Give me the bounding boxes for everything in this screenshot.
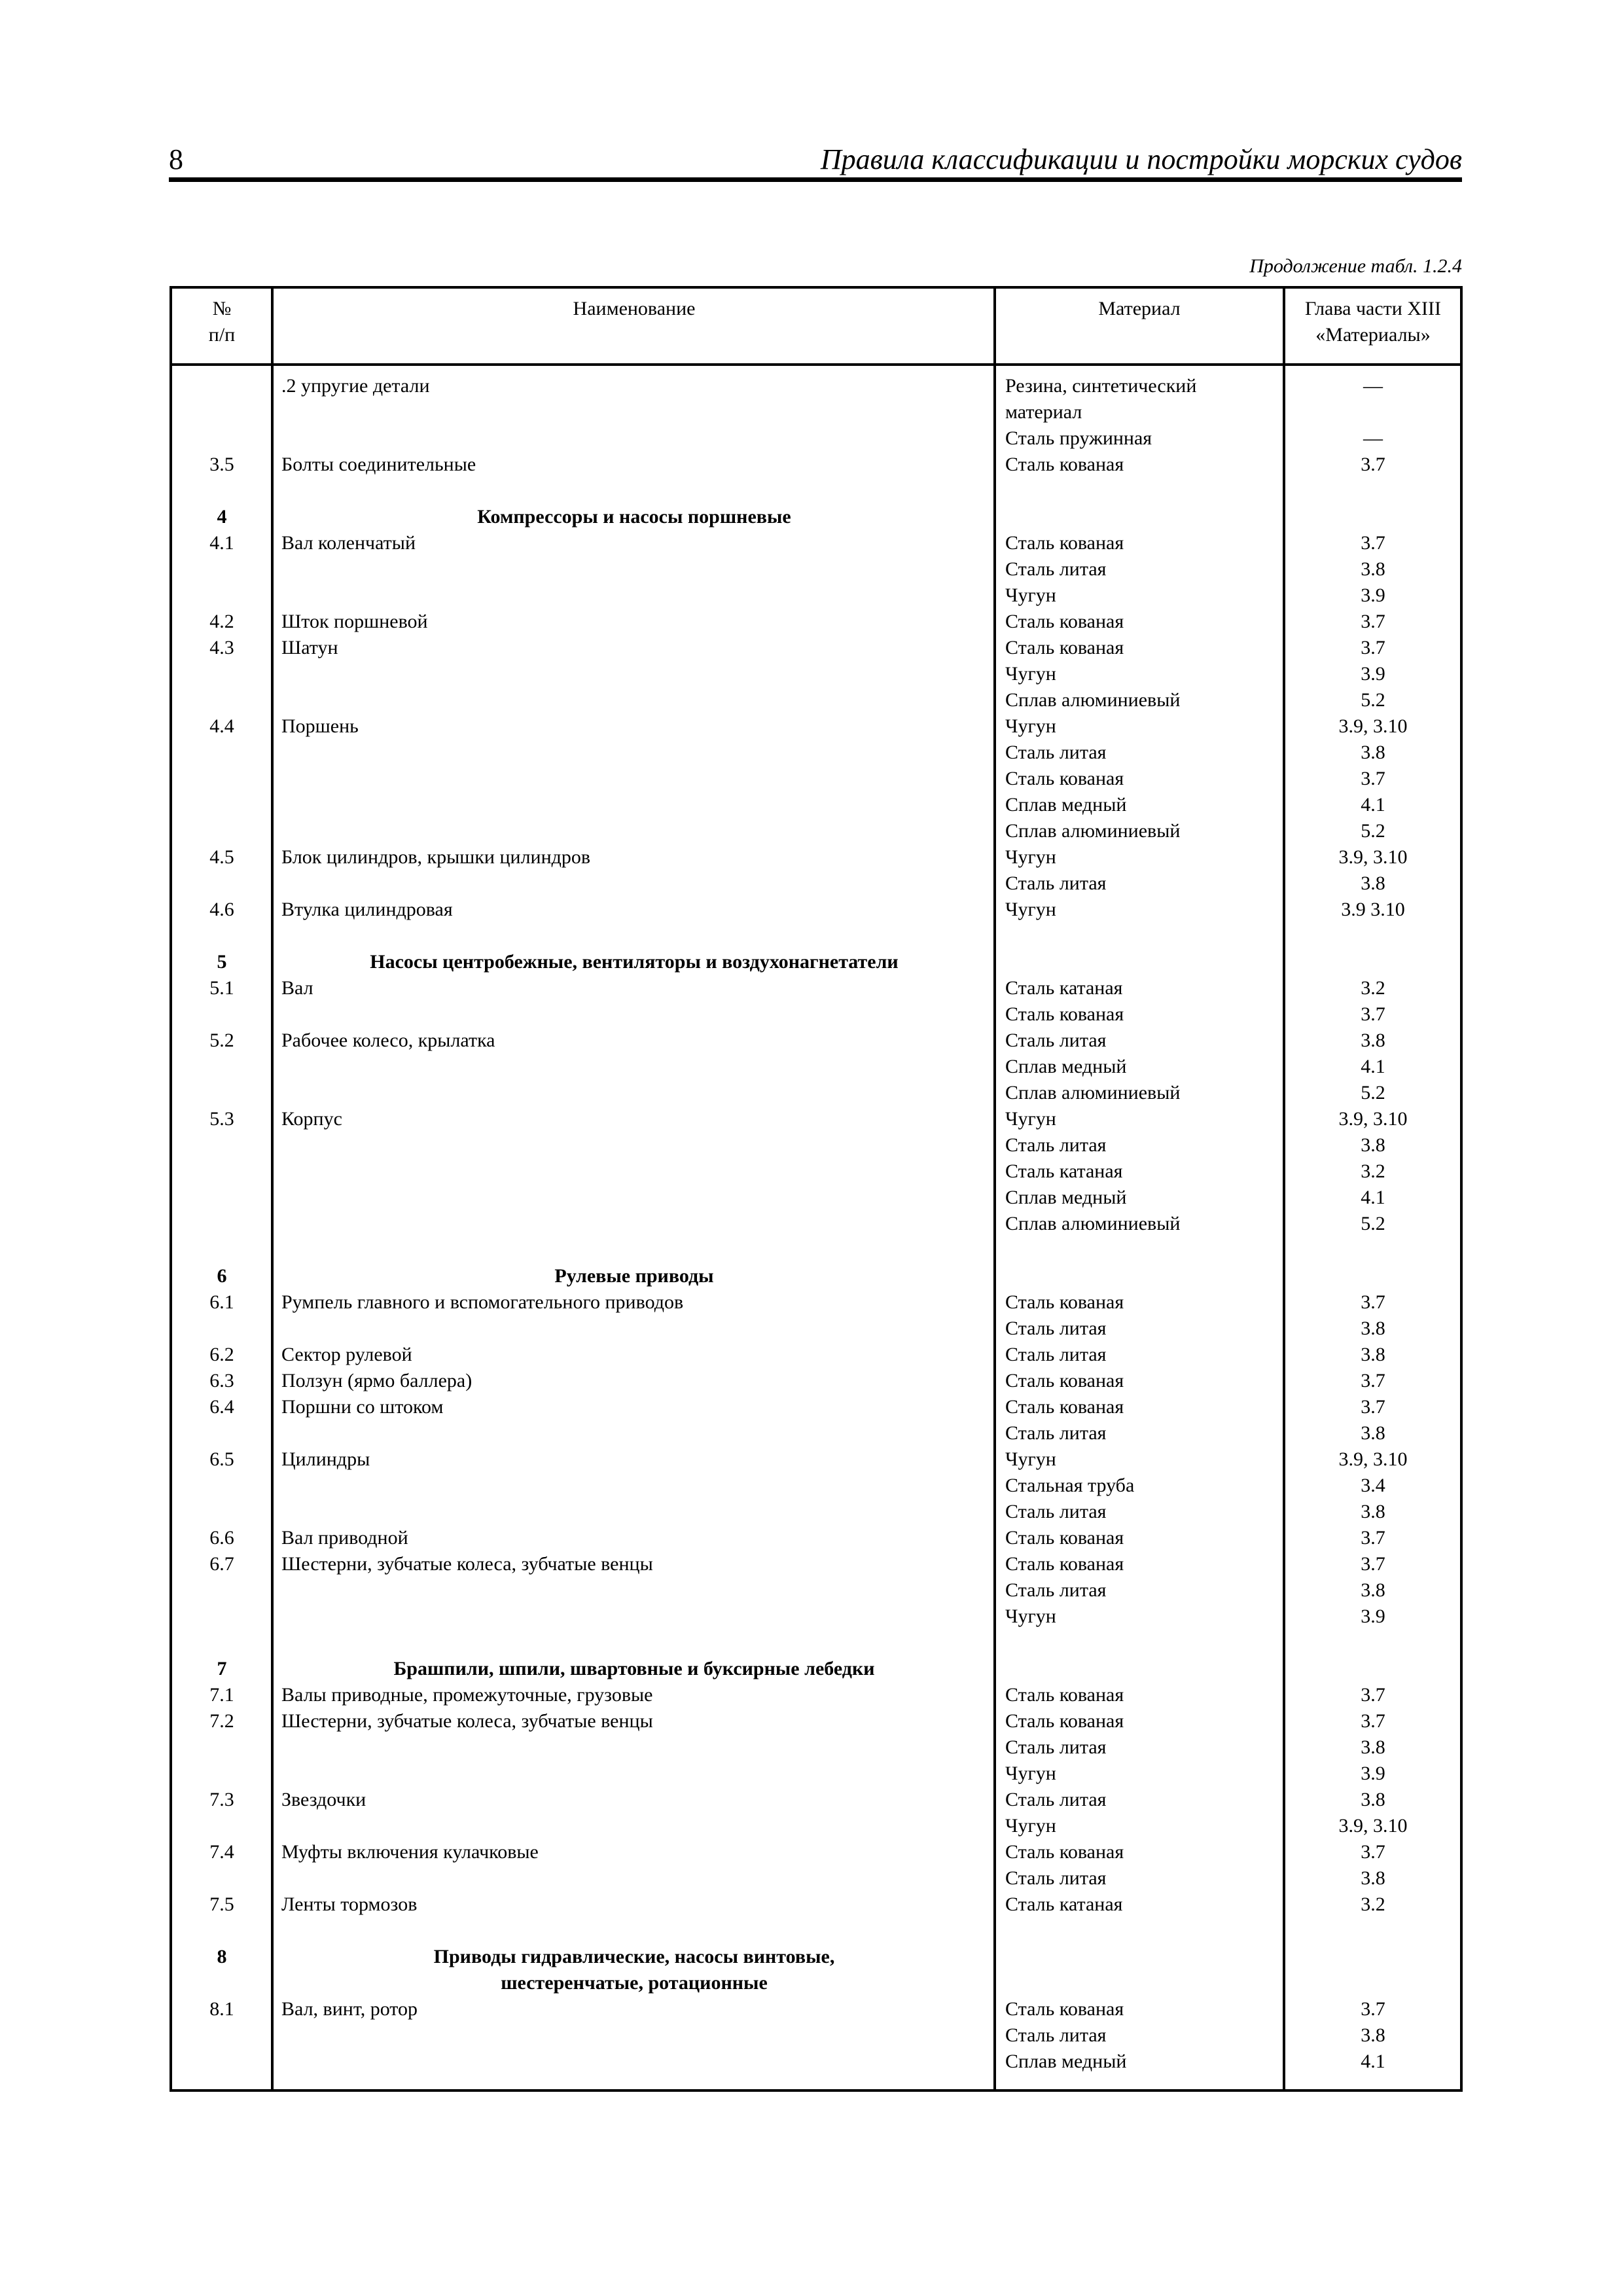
row-number: 7.1 bbox=[209, 1684, 234, 1706]
material: Сплав алюминиевый bbox=[1005, 1082, 1181, 1103]
chapter-ref: 3.9, 3.10 bbox=[1338, 715, 1408, 737]
row-number: 6.6 bbox=[209, 1527, 234, 1549]
chapter-ref: 3.8 bbox=[1361, 1789, 1385, 1810]
section-title: Приводы гидравлические, насосы винтовые, bbox=[433, 1946, 835, 1967]
table-row bbox=[0, 399, 1623, 425]
table-row bbox=[0, 373, 1623, 399]
chapter-ref: 3.9 bbox=[1361, 663, 1385, 685]
material: Сталь литая bbox=[1005, 1030, 1107, 1051]
table-row bbox=[0, 1185, 1623, 1211]
column-header-num-text: № п/п bbox=[208, 298, 236, 346]
row-number: 4.1 bbox=[209, 532, 234, 554]
table-row bbox=[0, 844, 1623, 870]
table-row bbox=[0, 1158, 1623, 1185]
chapter-ref: 3.7 bbox=[1361, 611, 1385, 632]
table-row bbox=[0, 530, 1623, 556]
row-number: 6.2 bbox=[209, 1344, 234, 1365]
column-header-name-text: Наименование bbox=[573, 298, 696, 319]
item-name: Корпус bbox=[281, 1108, 342, 1130]
table-row bbox=[0, 1106, 1623, 1132]
running-title: Правила классификации и постройки морских судов bbox=[820, 143, 1462, 175]
item-name: Валы приводные, промежуточные, грузовые bbox=[281, 1684, 653, 1706]
table-row bbox=[0, 740, 1623, 766]
material: Резина, синтетический bbox=[1005, 375, 1197, 397]
chapter-ref: 3.7 bbox=[1361, 1003, 1385, 1025]
table-row bbox=[0, 1865, 1623, 1892]
table-row bbox=[0, 661, 1623, 687]
material: Сталь кованая bbox=[1005, 1684, 1124, 1706]
chapter-ref: 4.1 bbox=[1361, 794, 1385, 816]
chapter-ref: 3.7 bbox=[1361, 1841, 1385, 1863]
material: Сплав медный bbox=[1005, 1187, 1127, 1208]
chapter-ref: 3.8 bbox=[1361, 1867, 1385, 1889]
material: Сплав медный bbox=[1005, 2051, 1127, 2072]
chapter-ref: — bbox=[1363, 427, 1383, 449]
column-header-chapter-text: Глава части XIII «Материалы» bbox=[1305, 298, 1441, 346]
table-row bbox=[0, 1996, 1623, 2022]
material: Сталь литая bbox=[1005, 742, 1107, 763]
material: Чугун bbox=[1005, 1108, 1056, 1130]
row-number: 4.4 bbox=[209, 715, 234, 737]
material: Чугун bbox=[1005, 1815, 1056, 1837]
table-row bbox=[0, 975, 1623, 1001]
chapter-ref: 3.9 bbox=[1361, 584, 1385, 606]
item-name: .2 упругие детали bbox=[281, 375, 430, 397]
chapter-ref: 3.9, 3.10 bbox=[1338, 1448, 1408, 1470]
material: Сталь литая bbox=[1005, 1344, 1107, 1365]
section-title: Насосы центробежные, вентиляторы и воздухонагнетатели bbox=[370, 951, 899, 973]
material: Сталь литая bbox=[1005, 1789, 1107, 1810]
item-name: Звездочки bbox=[281, 1789, 366, 1810]
material: Сталь кованая bbox=[1005, 637, 1124, 658]
chapter-ref: 5.2 bbox=[1361, 1082, 1385, 1103]
chapter-ref: 3.7 bbox=[1361, 1527, 1385, 1549]
item-name: Шток поршневой bbox=[281, 611, 428, 632]
row-number: 7.5 bbox=[209, 1893, 234, 1915]
material: Сталь литая bbox=[1005, 872, 1107, 894]
table-row bbox=[0, 1028, 1623, 1054]
row-number: 6.7 bbox=[209, 1553, 234, 1575]
item-name: Цилиндры bbox=[281, 1448, 370, 1470]
table-row bbox=[0, 2022, 1623, 2049]
table-row bbox=[0, 687, 1623, 713]
chapter-ref: 3.7 bbox=[1361, 768, 1385, 789]
chapter-ref: 3.2 bbox=[1361, 977, 1385, 999]
row-number: 7.3 bbox=[209, 1789, 234, 1810]
material: Стальная труба bbox=[1005, 1475, 1135, 1496]
material: Чугун bbox=[1005, 1448, 1056, 1470]
material: Сталь кованая bbox=[1005, 1998, 1124, 2020]
table-row bbox=[0, 1368, 1623, 1394]
section-title: Рулевые приводы bbox=[554, 1265, 714, 1287]
row-number: 4.6 bbox=[209, 899, 234, 920]
chapter-ref: 3.7 bbox=[1361, 1291, 1385, 1313]
section-row bbox=[0, 1656, 1623, 1682]
material: Сталь кованая bbox=[1005, 1841, 1124, 1863]
chapter-ref: 3.7 bbox=[1361, 1710, 1385, 1732]
table-row bbox=[0, 1001, 1623, 1028]
material: Сталь катаная bbox=[1005, 977, 1123, 999]
chapter-ref: 3.8 bbox=[1361, 872, 1385, 894]
chapter-ref: 3.8 bbox=[1361, 1134, 1385, 1156]
material: Сплав медный bbox=[1005, 794, 1127, 816]
table-row bbox=[0, 713, 1623, 740]
material: Сталь кованая bbox=[1005, 1527, 1124, 1549]
item-name: Вал, винт, ротор bbox=[281, 1998, 418, 2020]
item-name: Поршни со штоком bbox=[281, 1396, 444, 1418]
column-header-num bbox=[172, 296, 272, 348]
table-row bbox=[0, 818, 1623, 844]
table-row bbox=[0, 1342, 1623, 1368]
column-header-chapter bbox=[1285, 296, 1461, 348]
chapter-ref: 3.8 bbox=[1361, 1030, 1385, 1051]
item-name: Шатун bbox=[281, 637, 338, 658]
row-number: 5.2 bbox=[209, 1030, 234, 1051]
row-number: 5 bbox=[217, 951, 227, 973]
table-row bbox=[0, 1211, 1623, 1237]
material: Чугун bbox=[1005, 846, 1056, 868]
material: Сталь пружинная bbox=[1005, 427, 1152, 449]
chapter-ref: 3.8 bbox=[1361, 1736, 1385, 1758]
item-name: Поршень bbox=[281, 715, 359, 737]
item-name: Ползун (ярмо баллера) bbox=[281, 1370, 473, 1391]
row-number: 4.2 bbox=[209, 611, 234, 632]
chapter-ref: 3.7 bbox=[1361, 1684, 1385, 1706]
row-number: 3.5 bbox=[209, 454, 234, 475]
material: Сталь катаная bbox=[1005, 1160, 1123, 1182]
section-row bbox=[0, 1944, 1623, 1970]
row-number: 6.3 bbox=[209, 1370, 234, 1391]
table-row bbox=[0, 1289, 1623, 1316]
material: Сплав алюминиевый bbox=[1005, 689, 1181, 711]
table-row bbox=[0, 897, 1623, 923]
table-row bbox=[0, 1918, 1623, 1944]
material: Сталь литая bbox=[1005, 558, 1107, 580]
material: Сталь кованая bbox=[1005, 454, 1124, 475]
table-row bbox=[0, 1525, 1623, 1551]
table-row bbox=[0, 792, 1623, 818]
header-divider bbox=[169, 363, 1463, 366]
material: материал bbox=[1005, 401, 1082, 423]
chapter-ref: 3.7 bbox=[1361, 1396, 1385, 1418]
chapter-ref: 3.2 bbox=[1361, 1893, 1385, 1915]
table-row bbox=[0, 1630, 1623, 1656]
table-row bbox=[0, 1054, 1623, 1080]
column-header-name bbox=[274, 296, 994, 322]
material: Чугун bbox=[1005, 715, 1056, 737]
chapter-ref: 3.8 bbox=[1361, 1501, 1385, 1522]
table-row bbox=[0, 1577, 1623, 1604]
material: Сталь кованая bbox=[1005, 1291, 1124, 1313]
material: Сталь кованая bbox=[1005, 1553, 1124, 1575]
chapter-ref: 4.1 bbox=[1361, 1187, 1385, 1208]
chapter-ref: 5.2 bbox=[1361, 689, 1385, 711]
material: Сталь литая bbox=[1005, 2024, 1107, 2046]
table-row bbox=[0, 1499, 1623, 1525]
chapter-ref: 5.2 bbox=[1361, 1213, 1385, 1234]
row-number: 4.5 bbox=[209, 846, 234, 868]
chapter-ref: 3.8 bbox=[1361, 1344, 1385, 1365]
table-row bbox=[0, 635, 1623, 661]
table-row bbox=[0, 870, 1623, 897]
section-row bbox=[0, 1263, 1623, 1289]
table-row bbox=[0, 583, 1623, 609]
chapter-ref: 3.8 bbox=[1361, 558, 1385, 580]
row-number: 6.4 bbox=[209, 1396, 234, 1418]
table-row bbox=[0, 1839, 1623, 1865]
chapter-ref: 3.7 bbox=[1361, 1998, 1385, 2020]
chapter-ref: 3.2 bbox=[1361, 1160, 1385, 1182]
chapter-ref: 3.9, 3.10 bbox=[1338, 1815, 1408, 1837]
table-row bbox=[0, 1446, 1623, 1473]
page-number: 8 bbox=[169, 143, 183, 175]
table-row bbox=[0, 1813, 1623, 1839]
item-name: Шестерни, зубчатые колеса, зубчатые венцы bbox=[281, 1553, 653, 1575]
table-row bbox=[0, 1394, 1623, 1420]
chapter-ref: 3.7 bbox=[1361, 1553, 1385, 1575]
chapter-ref: — bbox=[1363, 375, 1383, 397]
material: Сплав алюминиевый bbox=[1005, 820, 1181, 842]
table-row bbox=[0, 1734, 1623, 1761]
chapter-ref: 3.8 bbox=[1361, 1318, 1385, 1339]
table-row bbox=[0, 452, 1623, 478]
column-header-material-text: Материал bbox=[1098, 298, 1181, 319]
material: Сталь катаная bbox=[1005, 1893, 1123, 1915]
table-row bbox=[0, 478, 1623, 504]
row-number: 7.2 bbox=[209, 1710, 234, 1732]
material: Сталь литая bbox=[1005, 1501, 1107, 1522]
table-row bbox=[0, 1708, 1623, 1734]
material: Сталь кованая bbox=[1005, 611, 1124, 632]
chapter-ref: 3.9, 3.10 bbox=[1338, 1108, 1408, 1130]
table-row bbox=[0, 1787, 1623, 1813]
material: Сталь литая bbox=[1005, 1318, 1107, 1339]
item-name: Вал коленчатый bbox=[281, 532, 416, 554]
page-header bbox=[169, 143, 1462, 181]
item-name: Рабочее колесо, крылатка bbox=[281, 1030, 495, 1051]
chapter-ref: 5.2 bbox=[1361, 820, 1385, 842]
row-number: 4 bbox=[217, 506, 227, 528]
chapter-ref: 3.7 bbox=[1361, 1370, 1385, 1391]
chapter-ref: 3.9 bbox=[1361, 1605, 1385, 1627]
material: Сплав алюминиевый bbox=[1005, 1213, 1181, 1234]
material: Чугун bbox=[1005, 663, 1056, 685]
header-rule bbox=[169, 177, 1462, 182]
material: Сталь литая bbox=[1005, 1736, 1107, 1758]
table-row bbox=[0, 1892, 1623, 1918]
item-name: Муфты включения кулачковые bbox=[281, 1841, 539, 1863]
table-row bbox=[0, 1551, 1623, 1577]
table-row bbox=[0, 766, 1623, 792]
material: Сталь кованая bbox=[1005, 532, 1124, 554]
material: Сплав медный bbox=[1005, 1056, 1127, 1077]
item-name: Вал bbox=[281, 977, 313, 999]
material: Сталь кованая bbox=[1005, 768, 1124, 789]
chapter-ref: 4.1 bbox=[1361, 1056, 1385, 1077]
material: Сталь литая bbox=[1005, 1867, 1107, 1889]
row-number: 7 bbox=[217, 1658, 227, 1679]
chapter-ref: 3.9, 3.10 bbox=[1338, 846, 1408, 868]
material: Чугун bbox=[1005, 584, 1056, 606]
section-row bbox=[0, 1970, 1623, 1996]
chapter-ref: 3.8 bbox=[1361, 2024, 1385, 2046]
item-name: Сектор рулевой bbox=[281, 1344, 412, 1365]
item-name: Румпель главного и вспомогательного приводов bbox=[281, 1291, 684, 1313]
material: Сталь кованая bbox=[1005, 1370, 1124, 1391]
material: Чугун bbox=[1005, 1763, 1056, 1784]
material: Сталь кованая bbox=[1005, 1003, 1124, 1025]
table-row bbox=[0, 1132, 1623, 1158]
row-number: 6 bbox=[217, 1265, 227, 1287]
item-name: Шестерни, зубчатые колеса, зубчатые венцы bbox=[281, 1710, 653, 1732]
chapter-ref: 3.4 bbox=[1361, 1475, 1385, 1496]
chapter-ref: 3.7 bbox=[1361, 454, 1385, 475]
material: Сталь литая bbox=[1005, 1579, 1107, 1601]
table-row bbox=[0, 1682, 1623, 1708]
table-row bbox=[0, 1420, 1623, 1446]
table-row bbox=[0, 2049, 1623, 2075]
section-row bbox=[0, 949, 1623, 975]
table-row bbox=[0, 1080, 1623, 1106]
row-number: 8.1 bbox=[209, 1998, 234, 2020]
row-number: 7.4 bbox=[209, 1841, 234, 1863]
table-row bbox=[0, 556, 1623, 583]
material: Сталь литая bbox=[1005, 1134, 1107, 1156]
section-title: шестеренчатые, ротационные bbox=[501, 1972, 768, 1994]
table-row bbox=[0, 425, 1623, 452]
material: Чугун bbox=[1005, 1605, 1056, 1627]
item-name: Вал приводной bbox=[281, 1527, 408, 1549]
table-caption: Продолжение табл. 1.2.4 bbox=[1249, 255, 1462, 277]
item-name: Втулка цилиндровая bbox=[281, 899, 453, 920]
item-name: Ленты тормозов bbox=[281, 1893, 418, 1915]
chapter-ref: 3.9 bbox=[1361, 1763, 1385, 1784]
chapter-ref: 3.7 bbox=[1361, 637, 1385, 658]
chapter-ref: 3.7 bbox=[1361, 532, 1385, 554]
table-row bbox=[0, 1473, 1623, 1499]
table-row bbox=[0, 609, 1623, 635]
chapter-ref: 3.8 bbox=[1361, 1422, 1385, 1444]
material: Сталь кованая bbox=[1005, 1396, 1124, 1418]
row-number: 8 bbox=[217, 1946, 227, 1967]
table-row bbox=[0, 923, 1623, 949]
section-row bbox=[0, 504, 1623, 530]
row-number: 6.1 bbox=[209, 1291, 234, 1313]
material: Сталь литая bbox=[1005, 1422, 1107, 1444]
chapter-ref: 3.9 3.10 bbox=[1341, 899, 1405, 920]
row-number: 4.3 bbox=[209, 637, 234, 658]
chapter-ref: 3.8 bbox=[1361, 1579, 1385, 1601]
table-row bbox=[0, 1316, 1623, 1342]
table-row bbox=[0, 1604, 1623, 1630]
section-title: Компрессоры и насосы поршневые bbox=[477, 506, 791, 528]
material: Сталь кованая bbox=[1005, 1710, 1124, 1732]
material: Чугун bbox=[1005, 899, 1056, 920]
item-name: Блок цилиндров, крышки цилиндров bbox=[281, 846, 591, 868]
chapter-ref: 4.1 bbox=[1361, 2051, 1385, 2072]
item-name: Болты соединительные bbox=[281, 454, 476, 475]
chapter-ref: 3.8 bbox=[1361, 742, 1385, 763]
section-title: Брашпили, шпили, швартовные и буксирные лебедки bbox=[393, 1658, 875, 1679]
row-number: 6.5 bbox=[209, 1448, 234, 1470]
row-number: 5.1 bbox=[209, 977, 234, 999]
table-row bbox=[0, 1237, 1623, 1263]
column-header-material bbox=[996, 296, 1283, 322]
row-number: 5.3 bbox=[209, 1108, 234, 1130]
table-row bbox=[0, 1761, 1623, 1787]
